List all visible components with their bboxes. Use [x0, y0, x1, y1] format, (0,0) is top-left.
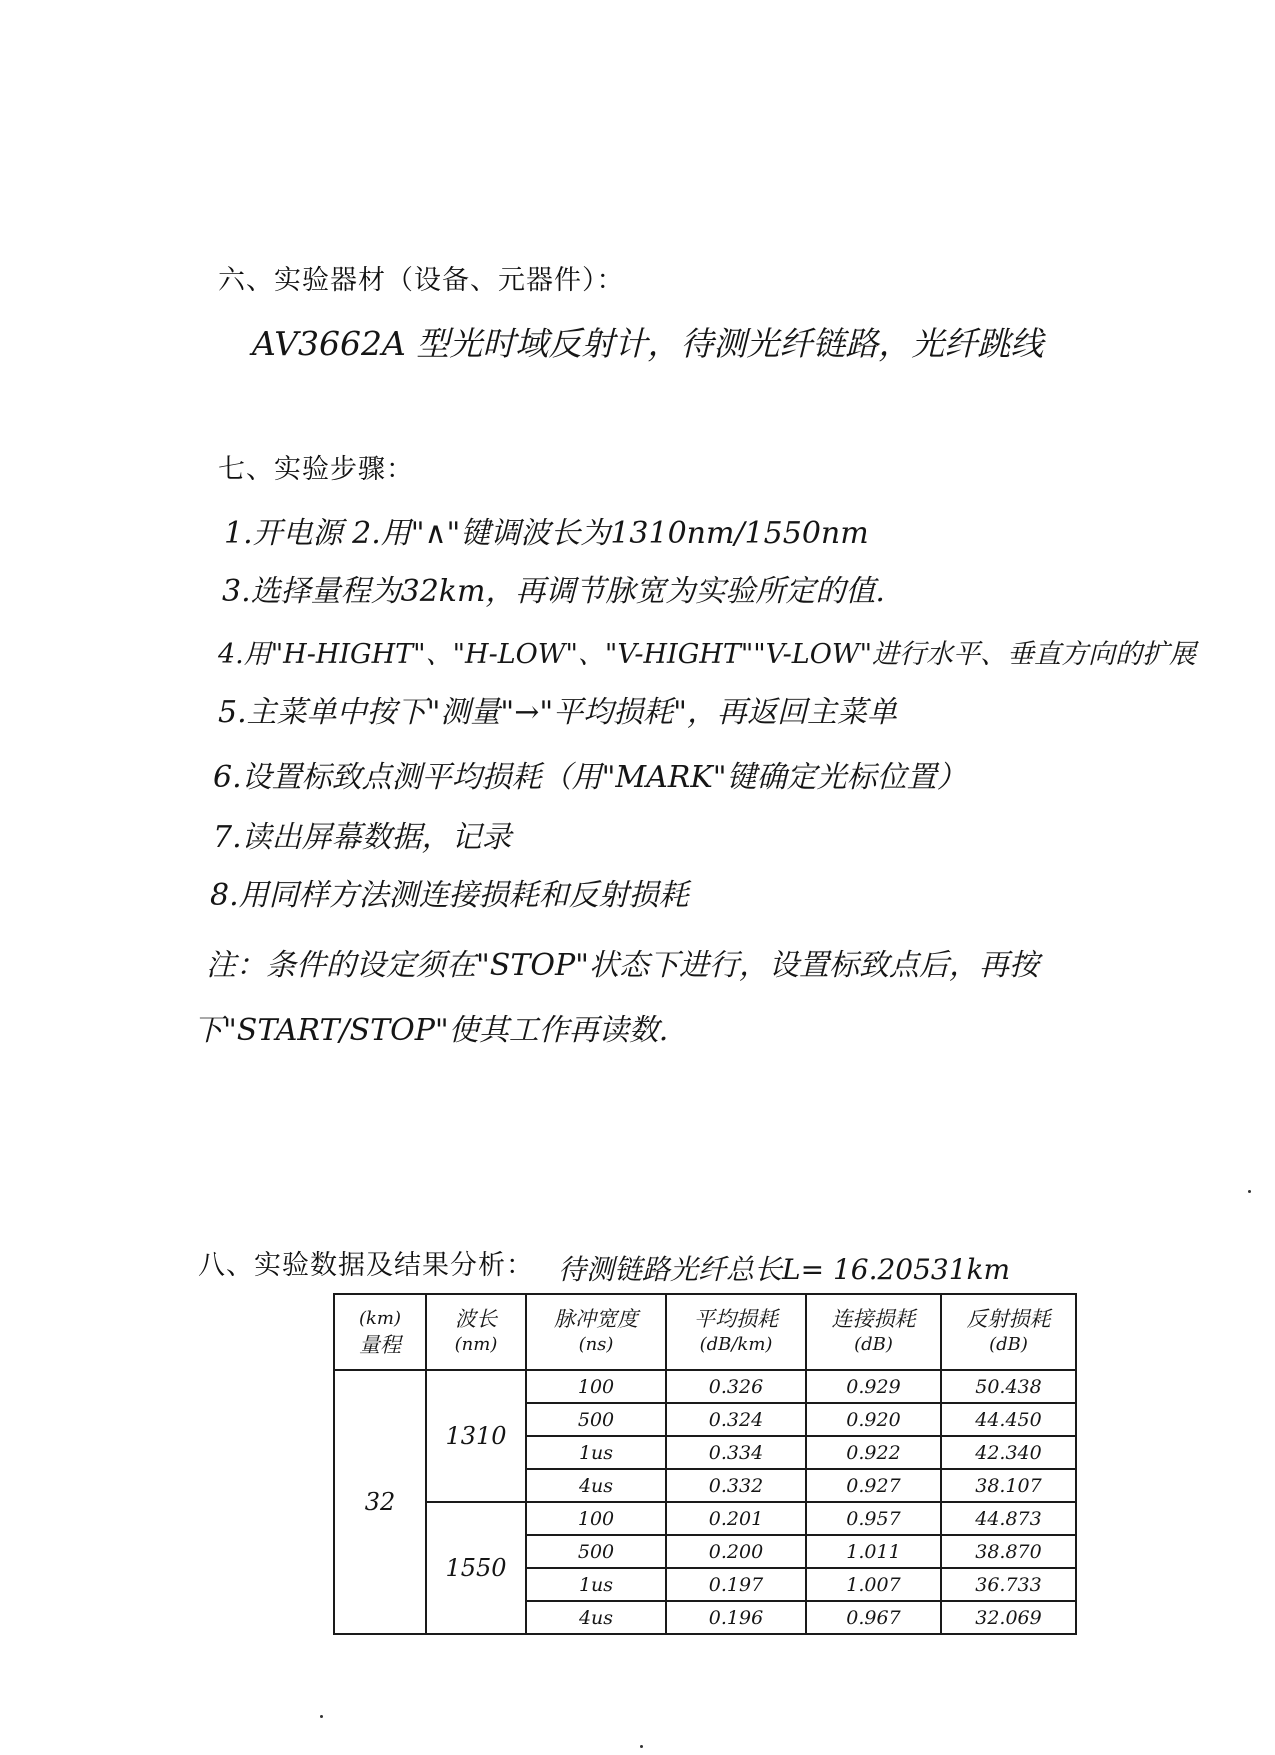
- pulse-cell: 100: [526, 1370, 666, 1403]
- refl-loss-cell: 32.069: [941, 1601, 1076, 1634]
- avg-loss-cell: 0.201: [666, 1502, 806, 1535]
- avg-loss-cell: 0.196: [666, 1601, 806, 1634]
- header-wavelength: [426, 1294, 526, 1370]
- refl-loss-cell: 36.733: [941, 1568, 1076, 1601]
- conn-loss-cell: 0.920: [806, 1403, 941, 1436]
- step-7: 7.读出屏幕数据，记录: [213, 820, 512, 855]
- table-row: [334, 1370, 1076, 1403]
- header-reflection-loss-unit: (dB): [989, 1334, 1028, 1355]
- header-connection-loss-label: 连接损耗: [831, 1307, 916, 1331]
- conn-loss-cell: 0.967: [806, 1601, 941, 1634]
- conn-loss-cell: 0.922: [806, 1436, 941, 1469]
- step-5: 5.主菜单中按下"测量"→"平均损耗"，再返回主菜单: [218, 695, 897, 730]
- header-wavelength-unit: (nm): [454, 1334, 498, 1355]
- header-range-unit: (km): [358, 1308, 402, 1329]
- refl-loss-cell: 42.340: [941, 1436, 1076, 1469]
- step-1-2: 1.开电源 2.用"∧"键调波长为1310nm/1550nm: [224, 516, 869, 551]
- header-reflection-loss-label: 反射损耗: [966, 1307, 1051, 1331]
- pulse-cell: 500: [526, 1535, 666, 1568]
- header-average-loss: [666, 1294, 806, 1370]
- refl-loss-cell: 38.870: [941, 1535, 1076, 1568]
- header-pulse-label: 脉冲宽度: [554, 1307, 638, 1331]
- avg-loss-cell: 0.326: [666, 1370, 806, 1403]
- equipment-list: AV3662A 型光时域反射计，待测光纤链路，光纤跳线: [252, 324, 1044, 363]
- header-wavelength-label: 波长: [455, 1307, 497, 1331]
- refl-loss-cell: 38.107: [941, 1469, 1076, 1502]
- avg-loss-cell: 0.197: [666, 1568, 806, 1601]
- step-6: 6.设置标致点测平均损耗（用"MARK"键确定光标位置）: [213, 760, 967, 795]
- pulse-cell: 4us: [526, 1601, 666, 1634]
- header-pulse-width: [526, 1294, 666, 1370]
- pulse-cell: 4us: [526, 1469, 666, 1502]
- header-connection-loss-unit: (dB): [854, 1334, 893, 1355]
- header-range: [334, 1294, 426, 1370]
- section-6-heading: 六、实验器材（设备、元器件）：: [218, 265, 625, 296]
- refl-loss-cell: 44.873: [941, 1502, 1076, 1535]
- table-header-row: [334, 1294, 1076, 1370]
- header-reflection-loss: [941, 1294, 1076, 1370]
- avg-loss-cell: 0.334: [666, 1436, 806, 1469]
- conn-loss-cell: 0.927: [806, 1469, 941, 1502]
- wavelength-1550-cell: 1550: [426, 1502, 526, 1634]
- conn-loss-cell: 0.957: [806, 1502, 941, 1535]
- pulse-cell: 1us: [526, 1568, 666, 1601]
- table-row: [334, 1502, 1076, 1535]
- avg-loss-cell: 0.332: [666, 1469, 806, 1502]
- wavelength-1310-cell: 1310: [426, 1370, 526, 1502]
- conn-loss-cell: 0.929: [806, 1370, 941, 1403]
- header-pulse-unit: (ns): [578, 1334, 614, 1355]
- step-4: 4.用"H-HIGHT"、"H-LOW"、"V-HIGHT""V-LOW"进行水平、垂直方向的扩展: [218, 639, 1197, 670]
- header-range-label: 量程: [359, 1333, 401, 1357]
- pulse-cell: 100: [526, 1502, 666, 1535]
- step-3: 3.选择量程为32km，再调节脉宽为实验所定的值.: [222, 574, 885, 609]
- fiber-length-summary: 待测链路光纤总长L= 16.20531km: [558, 1253, 1011, 1286]
- section-8-heading: 八、实验数据及结果分析：: [198, 1250, 534, 1281]
- conn-loss-cell: 1.007: [806, 1568, 941, 1601]
- header-connection-loss: [806, 1294, 941, 1370]
- conn-loss-cell: 1.011: [806, 1535, 941, 1568]
- pulse-cell: 500: [526, 1403, 666, 1436]
- pulse-cell: 1us: [526, 1436, 666, 1469]
- measurement-table: [333, 1293, 1077, 1635]
- scan-speck: [320, 1715, 323, 1718]
- step-8: 8.用同样方法测连接损耗和反射损耗: [210, 878, 689, 913]
- refl-loss-cell: 44.450: [941, 1403, 1076, 1436]
- scan-speck: [1248, 1190, 1251, 1193]
- header-average-loss-label: 平均损耗: [694, 1307, 778, 1331]
- refl-loss-cell: 50.438: [941, 1370, 1076, 1403]
- scan-speck: [640, 1745, 643, 1748]
- note-line-1: 注：条件的设定须在"STOP"状态下进行，设置标致点后，再按: [206, 948, 1039, 983]
- note-line-2: 下"START/STOP"使其工作再读数.: [193, 1013, 669, 1048]
- range-cell: 32: [334, 1370, 426, 1634]
- section-7-heading: 七、实验步骤：: [218, 454, 414, 485]
- avg-loss-cell: 0.200: [666, 1535, 806, 1568]
- header-average-loss-unit: (dB/km): [699, 1334, 773, 1355]
- avg-loss-cell: 0.324: [666, 1403, 806, 1436]
